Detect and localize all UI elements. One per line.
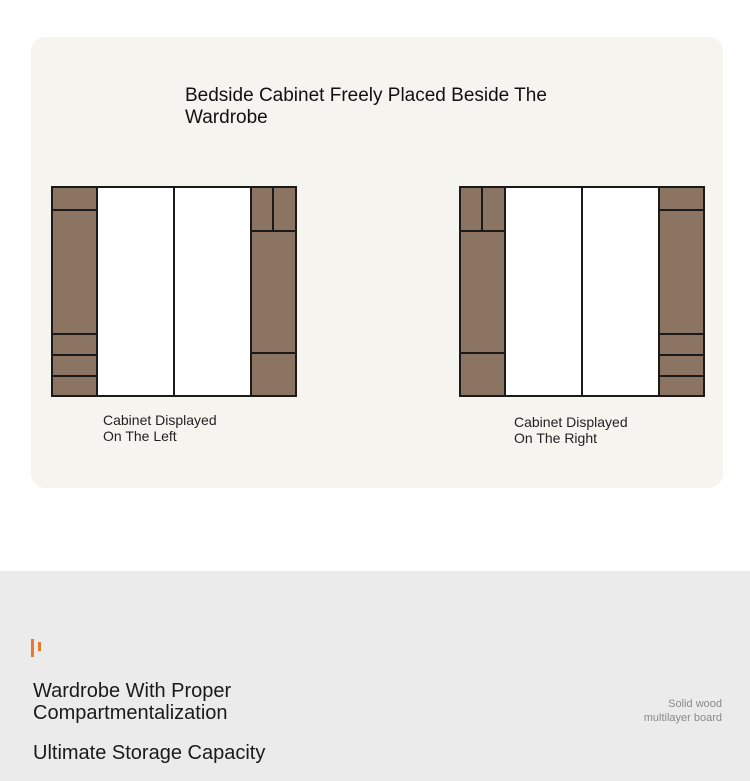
- caption-right-line2: On The Right: [514, 430, 598, 446]
- section-heading-line2: Compartmentalization: [33, 702, 228, 724]
- material-note: [644, 697, 722, 725]
- section-subheading: Ultimate Storage Capacity: [33, 742, 266, 764]
- wardrobe-diagram-right: [459, 186, 705, 397]
- side-cabinet-right: [659, 187, 704, 396]
- wardrobe-door: [174, 187, 251, 396]
- orange-bars-icon: [31, 639, 43, 657]
- caption-left-line1: Cabinet Displayed: [103, 412, 217, 428]
- material-line2: multilayer board: [643, 712, 722, 724]
- caption-left-line2: On The Left: [103, 428, 177, 444]
- wardrobe-diagram-left: [51, 186, 297, 397]
- side-cabinet-left: [52, 187, 97, 396]
- wardrobe-door: [505, 187, 582, 396]
- card-title: Bedside Cabinet Freely Placed Beside The Wardrobe: [185, 85, 547, 128]
- caption-right: [514, 414, 628, 446]
- caption-left: [103, 412, 217, 444]
- wardrobe-door: [97, 187, 174, 396]
- caption-right-line1: Cabinet Displayed: [514, 414, 628, 430]
- section-heading-line1: Wardrobe With Proper: [33, 680, 232, 702]
- section-heading: [33, 680, 231, 724]
- wardrobe-door: [582, 187, 659, 396]
- material-line1: Solid wood: [668, 698, 722, 710]
